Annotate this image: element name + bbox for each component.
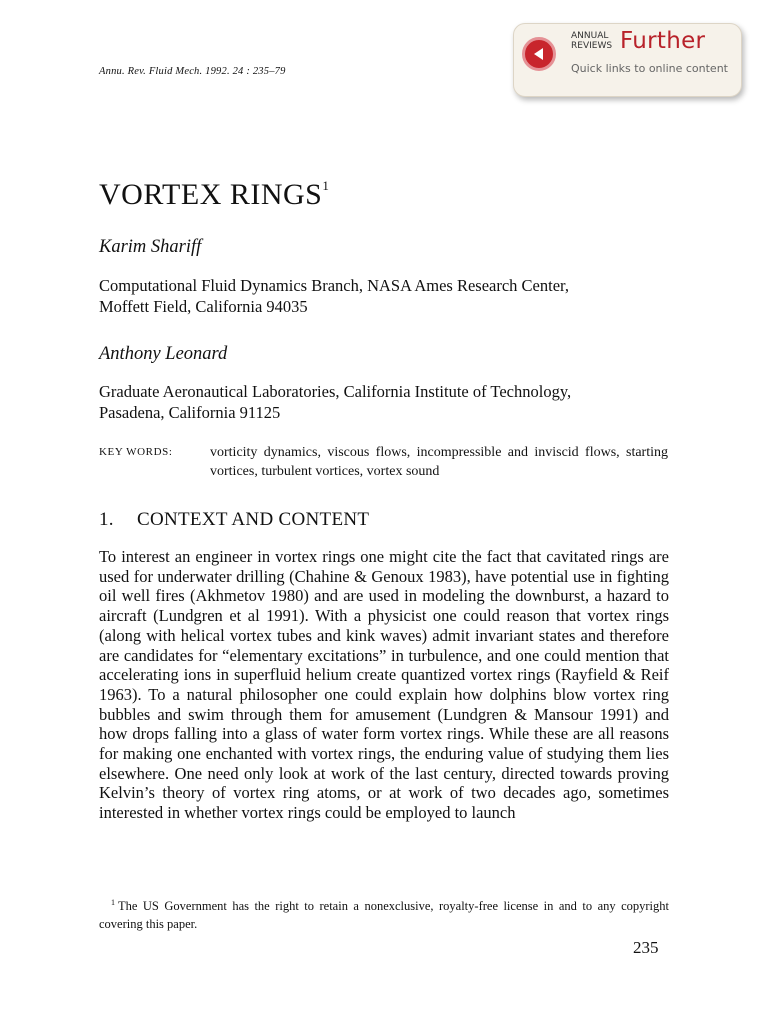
badge-reviews-label: REVIEWS [571,41,613,51]
affiliation-line: Computational Fluid Dynamics Branch, NASA Ames Research Center, [99,276,569,295]
page-number: 235 [633,938,659,957]
author-affiliation [99,275,679,317]
author-name: Karim Shariff [99,237,202,257]
affiliation-line: Pasadena, California 91125 [99,403,281,422]
footnote-mark: 1 [111,898,115,907]
footnote [99,894,669,933]
badge-annual-label: ANNUAL [571,31,609,41]
annual-reviews-further-badge[interactable] [513,23,742,97]
section-heading [99,509,369,531]
affiliation-line: Graduate Aeronautical Laboratories, California Institute of Technology, [99,382,572,401]
body-paragraph: To interest an engineer in vortex rings one might cite the fact that cavitated rings are used for underwater drilling (Chahine & Genoux 1983), have potential use in fighting oil well fires (Akhmetov 1980) and are used in modeling the downburst, a hazard to aircraft (Lundgren et al 1991). With a physicist one could reason that vortex rings (along with helical vortex tubes and kink waves) admit invariant states and therefore are candidates for “elementary excitations” in turbulence, and one could mention that accelerating ions in superfluid helium create quantized vortex rings (Rayfield & Reif 1963). To a natural philosopher one could explain how dolphins blow vortex ring bubbles and swim through them for amusement (Lundgren & Mansour 1991) and how drops falling into a glass of water form vortex rings. While these are all reasons for making one enchanted with vortex rings, the enduring value of studying them lies elsewhere. One need only look at work of the last century, directed towards proving Kelvin’s theory of vortex ring atoms, or at work of two decades ago, sometimes interested in whether vortex rings could be employed to launch [99,547,669,823]
badge-subtitle: Quick links to online content [571,62,728,75]
badge-further-label: Further [620,28,706,54]
author-name: Anthony Leonard [99,344,228,364]
arrow-left-icon [522,37,556,71]
footnote-text: The US Government has the right to retain a nonexclusive, royalty-free license in and to any copyright covering this paper. [99,899,669,931]
keywords-label: KEY WORDS: [99,446,173,458]
journal-reference: Annu. Rev. Fluid Mech. 1992. 24 : 235–79 [99,66,286,77]
affiliation-line: Moffett Field, California 94035 [99,297,308,316]
section-number: 1. [99,509,114,530]
article-title [99,178,329,212]
title-footnote-mark: 1 [322,178,330,193]
author-affiliation [99,381,679,423]
article-title-text: VORTEX RINGS [99,178,323,211]
keywords-text: vorticity dynamics, viscous flows, incompressible and inviscid flows, starting vortices, turbulent vortices, vortex sound [210,445,668,479]
section-title: CONTEXT AND CONTENT [137,509,370,530]
